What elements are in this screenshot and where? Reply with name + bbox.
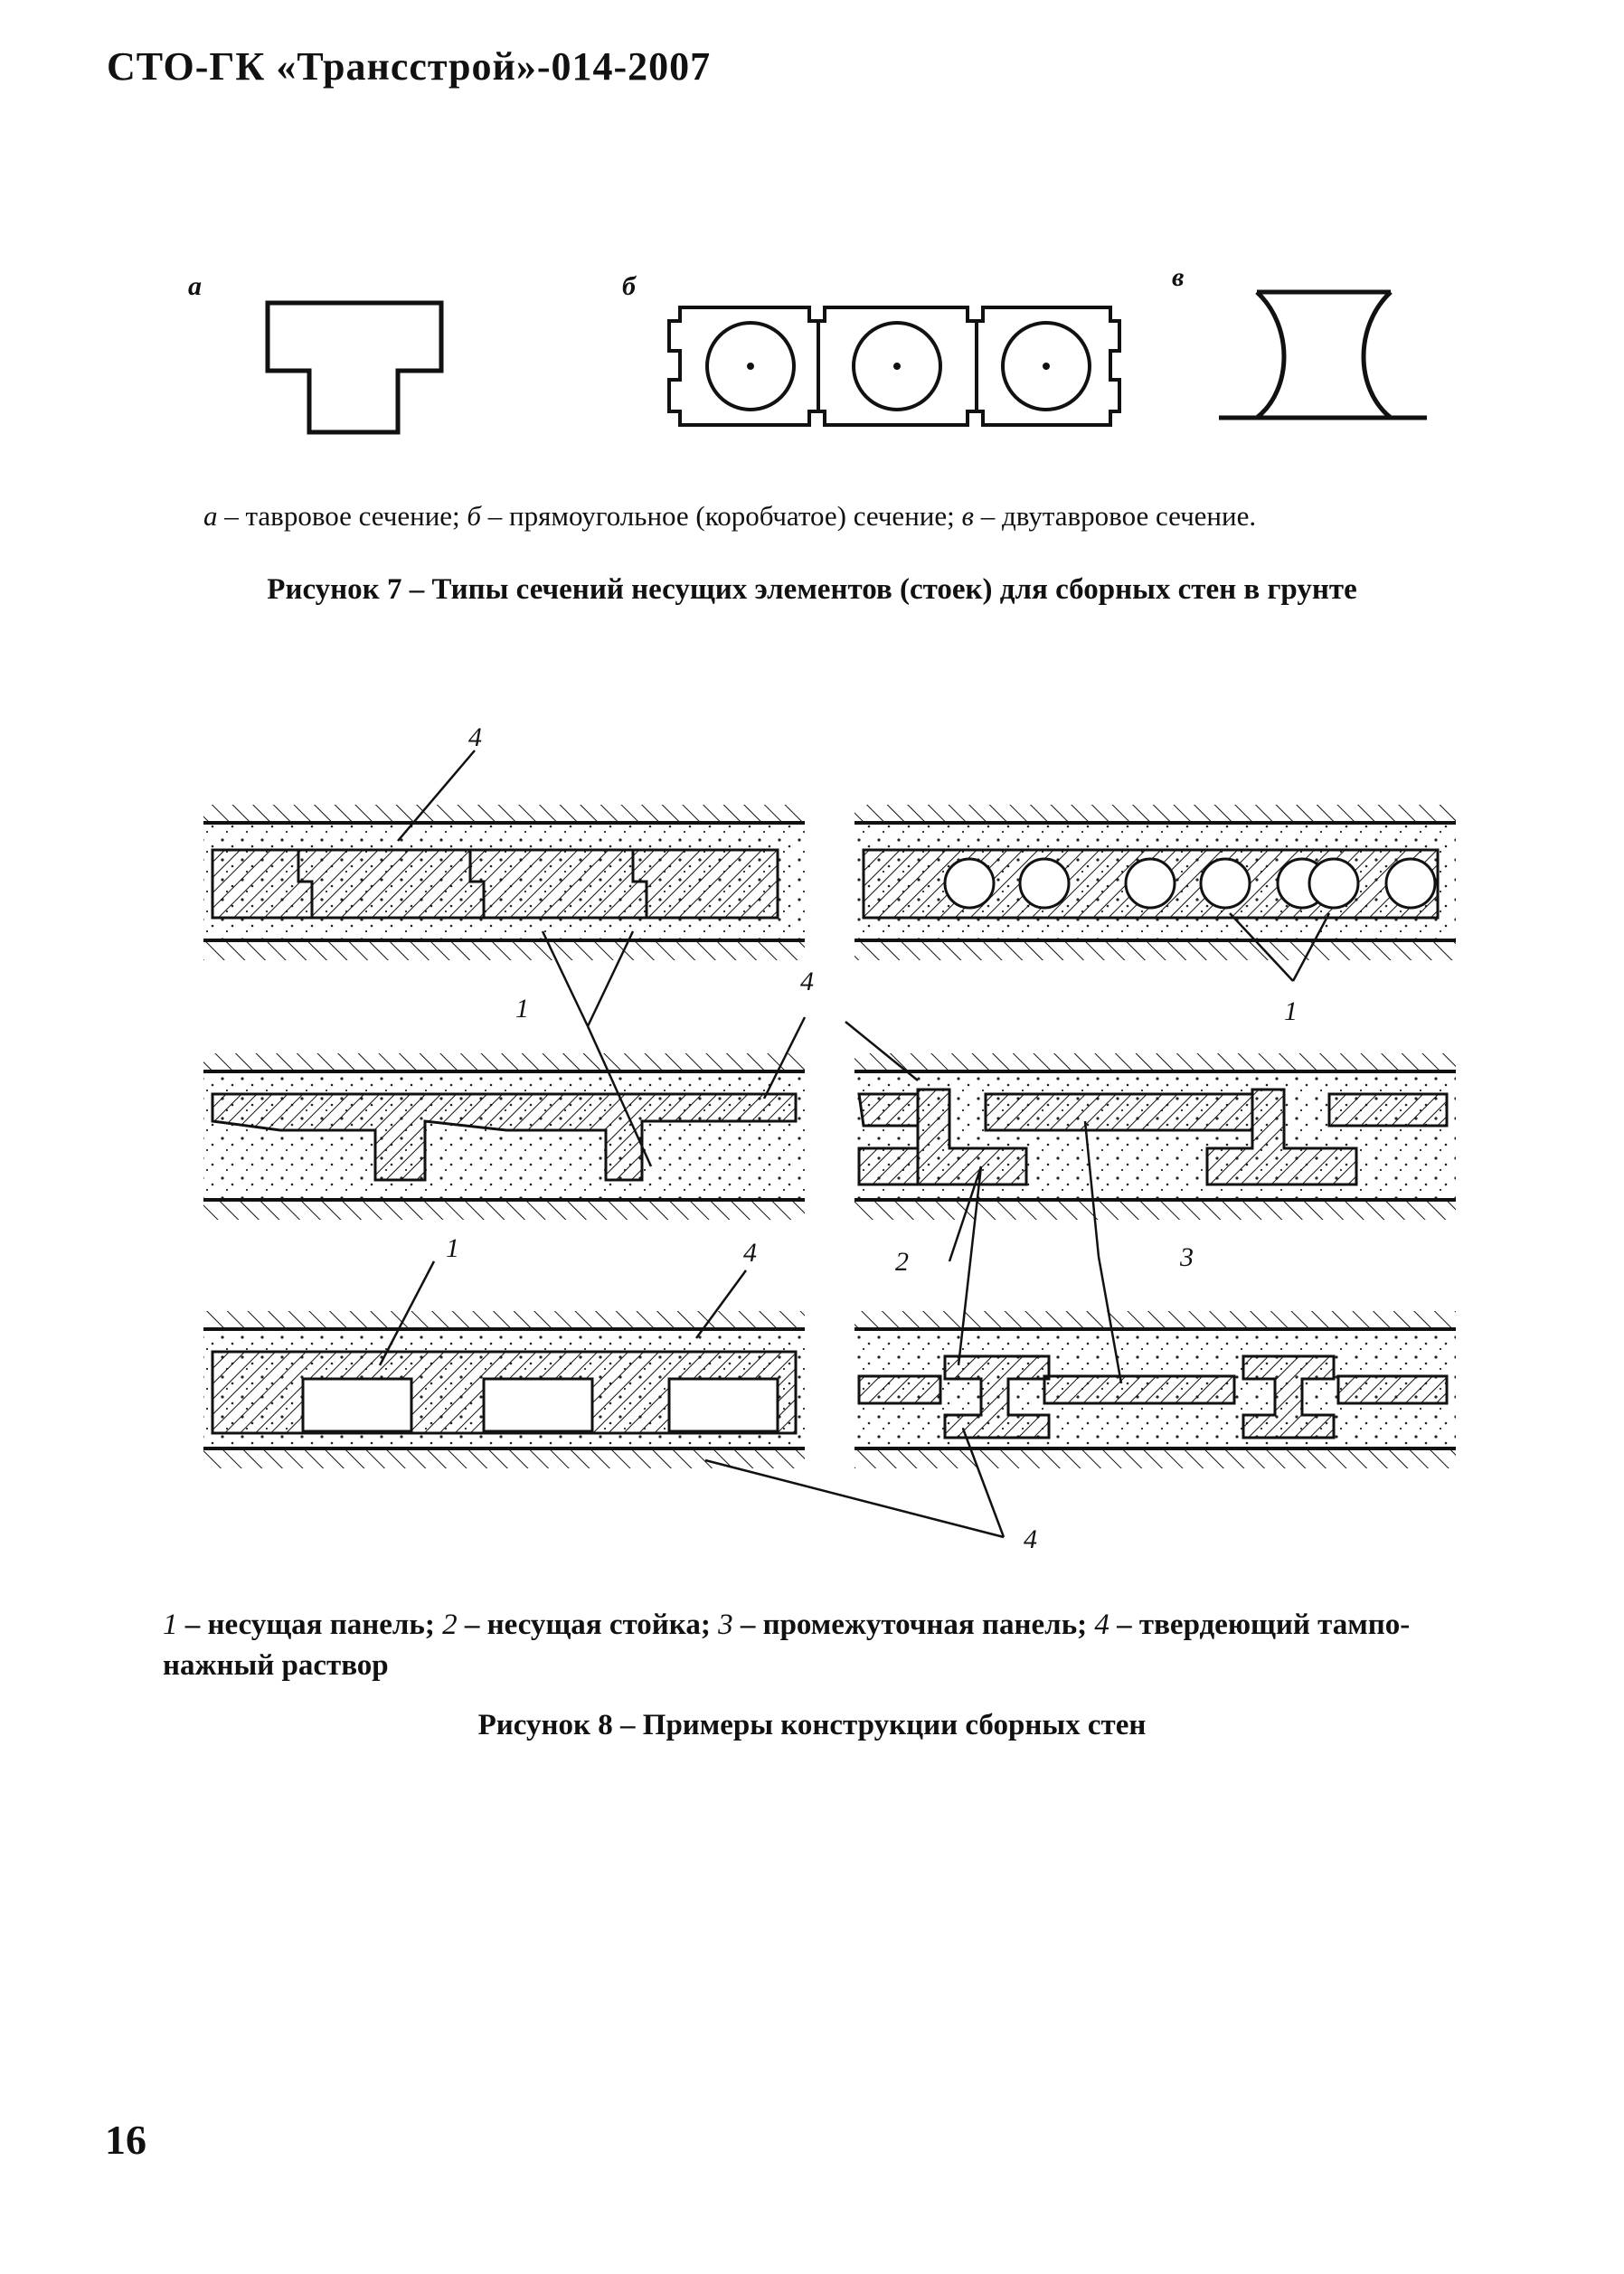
fig8-legend xyxy=(163,1605,1483,1686)
callout-4-bottom: 4 xyxy=(1024,1524,1037,1554)
fig7-caption-mark-v: в xyxy=(961,500,974,532)
callout-3: 3 xyxy=(1180,1242,1194,1272)
row2-right-section xyxy=(854,1053,1456,1220)
legend-num-3: 3 xyxy=(718,1609,733,1641)
fig7-label-v: в xyxy=(1172,262,1185,292)
legend-text-4: – твердеющий тампо-нажный раствор xyxy=(163,1609,1411,1682)
legend-num-4: 4 xyxy=(1094,1609,1109,1641)
fig7-label-b: б xyxy=(622,271,636,301)
row2-left-section xyxy=(203,1053,805,1220)
fig7-caption-mark-b: б xyxy=(467,500,482,532)
fig7-title: Рисунок 7 – Типы сечений несущих элементов (стоек) для сборных стен в грунте xyxy=(267,573,1357,606)
fig7-caption-text-v: – двутавровое сечение. xyxy=(973,500,1257,532)
row1-left-section xyxy=(203,805,805,960)
callout-4-row3: 4 xyxy=(743,1238,757,1268)
fig7-caption-text-a: – тавровое сечение; xyxy=(217,500,467,532)
row3-left-section xyxy=(203,1311,805,1468)
legend-text-1: – несущая панель; xyxy=(177,1609,443,1641)
legend-text-2: – несущая стойка; xyxy=(457,1609,719,1641)
fig7-label-a: а xyxy=(188,271,202,301)
callout-1-row3: 1 xyxy=(446,1233,459,1263)
callout-4-top: 4 xyxy=(468,722,482,752)
legend-text-3: – промежуточная панель; xyxy=(732,1609,1095,1641)
callout-2: 2 xyxy=(895,1247,909,1277)
fig7-caption-text-b: – прямоугольное (коробчатое) сечение; xyxy=(481,500,962,532)
callout-1-right: 1 xyxy=(1284,996,1298,1026)
row3-right-section xyxy=(854,1311,1456,1468)
row1-right-section xyxy=(854,805,1456,960)
page-number: 16 xyxy=(105,2117,146,2163)
fig8-title: Рисунок 8 – Примеры конструкции сборных стен xyxy=(477,1709,1147,1741)
document-header: СТО-ГК «Трансстрой»-014-2007 xyxy=(107,44,712,89)
callout-4-mid: 4 xyxy=(800,967,814,996)
legend-num-1: 1 xyxy=(163,1609,178,1641)
callout-1-left: 1 xyxy=(515,994,529,1024)
fig7-caption-mark-a: а xyxy=(203,500,218,532)
legend-num-2: 2 xyxy=(442,1609,458,1641)
